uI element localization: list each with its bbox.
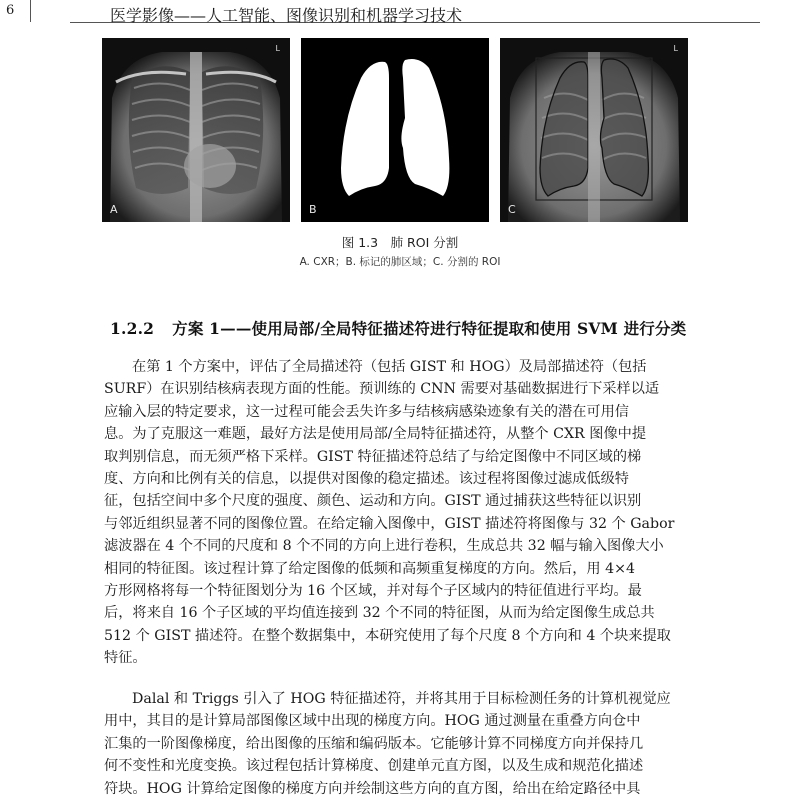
segmented-roi-image xyxy=(500,38,688,222)
text-line: 特征。 xyxy=(104,650,147,667)
figure-subcaption: A. CXR；B. 标记的肺区域；C. 分割的 ROI xyxy=(299,256,501,268)
cxr-image xyxy=(102,38,290,222)
text-line: 在第 1 个方案中，评估了全局描述符（包括 GIST 和 HOG）及局部描述符（包括 xyxy=(132,359,647,375)
figure-1-3 xyxy=(102,38,688,222)
cxr-panel-a xyxy=(102,38,290,222)
side-marker-a: L xyxy=(275,44,280,53)
text-line: 方形网格将每一个特征图划分为 16 个区域，并对每个子区域内的特征值进行平均。最 xyxy=(104,583,642,600)
panel-letter-a: A xyxy=(110,203,118,216)
text-line: 汇集的一阶图像梯度，给出图像的压缩和编码版本。它能够计算不同梯度方向并保持几 xyxy=(104,735,644,752)
section-number: 1.2.2 xyxy=(110,319,155,338)
lung-mask-panel-b xyxy=(301,38,489,222)
text-line: 与邻近组织显著不同的图像位置。在给定输入图像中，GIST 描述符将图像与 32 个 Gabor xyxy=(104,515,675,532)
header-divider xyxy=(30,0,31,22)
panel-letter-b: B xyxy=(309,203,317,216)
text-line: 征，包括空间中多个尺度的强度、颜色、运动和方向。GIST 通过捕获这些特征以识别 xyxy=(104,493,642,510)
section-title: 方案 1——使用局部/全局特征描述符进行特征提取和使用 SVM 进行分类 xyxy=(172,319,687,338)
text-line: Dalal 和 Triggs 引入了 HOG 特征描述符，并将其用于目标检测任务的计算机视觉应 xyxy=(132,691,671,707)
page-number: 6 xyxy=(6,3,15,18)
text-line: 度、方向和比例有关的信息，以提供对图像的稳定描述。该过程将图像过滤成低级特 xyxy=(104,471,629,488)
panel-letter-c: C xyxy=(508,203,516,216)
text-line: 用中，其目的是计算局部图像区域中出现的梯度方向。HOG 通过测量在重叠方向仓中 xyxy=(104,713,641,730)
running-title: 医学影像——人工智能、图像识别和机器学习技术 xyxy=(110,6,463,25)
lung-mask-image xyxy=(301,38,489,222)
paragraph-gist xyxy=(104,356,690,670)
text-line: 取判别信息，而无须严格下采样。GIST 特征描述符总结了与给定图像中不同区域的梯 xyxy=(104,448,642,465)
paragraph-hog xyxy=(104,688,690,800)
text-line: 何不变性和光度变换。该过程包括计算梯度、创建单元直方图，以及生成和规范化描述 xyxy=(104,758,644,775)
section-heading xyxy=(110,317,750,339)
text-line: 相同的特征图。该过程计算了给定图像的低频和高频重复梯度的方向。然后，用 4×4 xyxy=(104,560,636,577)
text-line: 应输入层的特定要求，这一过程可能会丢失许多与结核病感染迹象有关的潜在可用信 xyxy=(104,403,629,420)
text-line: 符块。HOG 计算给定图像的梯度方向并绘制这些方向的直方图，给出在给定路径中具 xyxy=(104,780,641,797)
figure-caption: 图 1.3 肺 ROI 分割 xyxy=(341,235,459,250)
text-line: 512 个 GIST 描述符。在整个数据集中，本研究使用了每个尺度 8 个方向和 4 个块来提取 xyxy=(104,627,671,644)
segmented-roi-panel-c xyxy=(500,38,688,222)
text-line: 后，将来自 16 个子区域的平均值连接到 32 个不同的特征图，从而为给定图像生成总共 xyxy=(104,605,655,622)
text-line: SURF）在识别结核病表现方面的性能。预训练的 CNN 需要对基础数据进行下采样以适 xyxy=(104,381,660,398)
side-marker-c: L xyxy=(673,44,678,53)
text-line: 息。为了克服这一难题，最好方法是使用局部/全局特征描述符，从整个 CXR 图像中提 xyxy=(104,426,647,443)
text-line: 滤波器在 4 个不同的尺度和 8 个不同的方向上进行卷积，生成总共 32 幅与输入图像大小 xyxy=(104,538,664,555)
